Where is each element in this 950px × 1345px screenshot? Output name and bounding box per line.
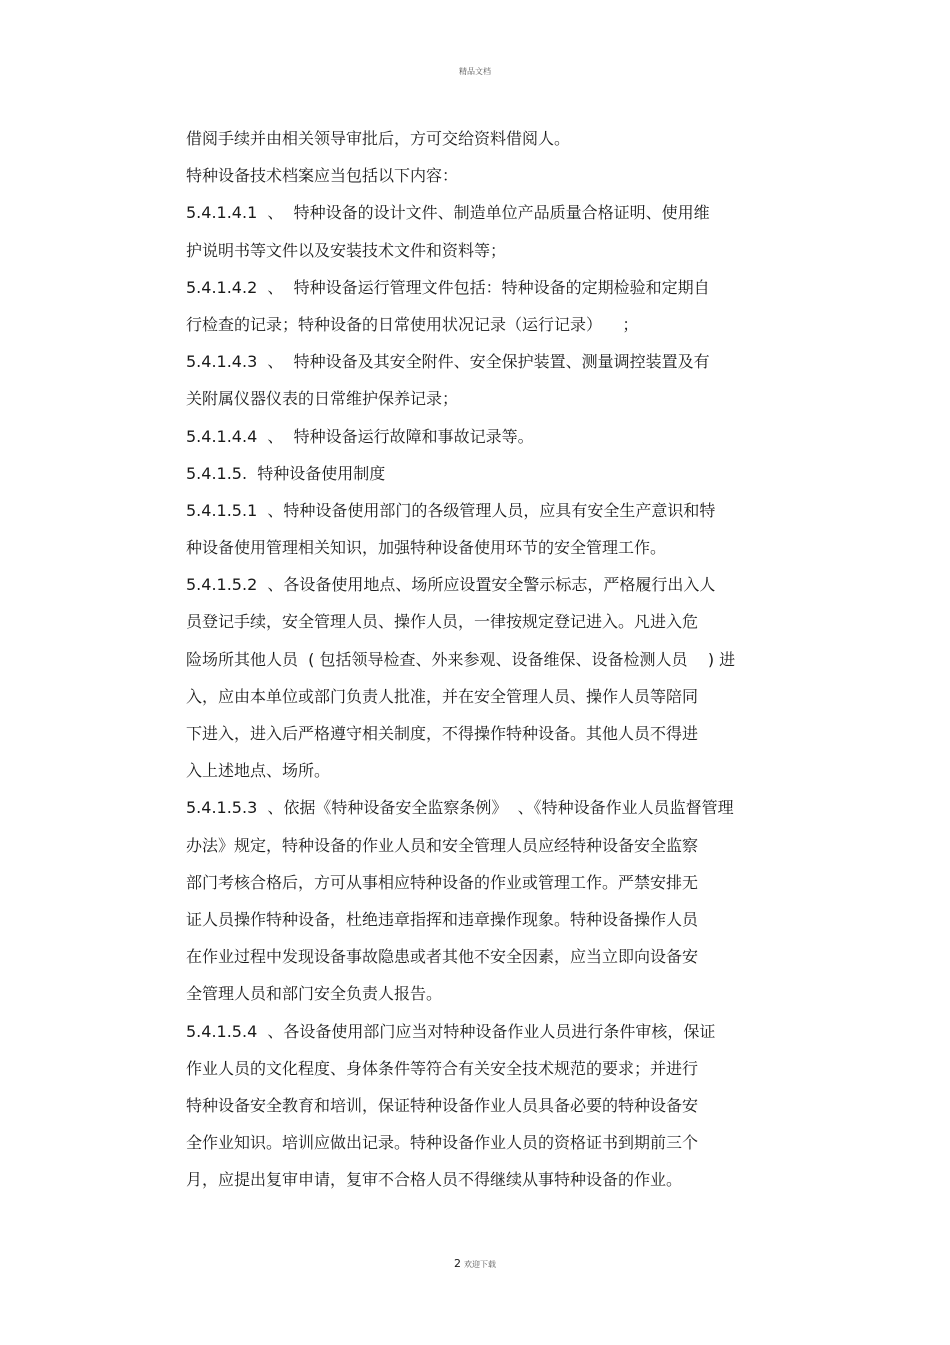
footer-text: 欢迎下载 xyxy=(464,1260,496,1269)
text-line: 月，应提出复审申请，复审不合格人员不得继续从事特种设备的作业。 xyxy=(186,1170,683,1190)
text-line: 全管理人员和部门安全负责人报告。 xyxy=(186,984,443,1004)
text-line: 下进入，进入后严格遵守相关制度，不得操作特种设备。其他人员不得进 xyxy=(186,724,699,743)
text-line: 5.4.1.5.2 、各设备使用地点、场所应设置安全警示标志，严格履行出入人 xyxy=(186,575,716,595)
page-header: 精品文档 xyxy=(459,67,491,76)
text-line: 5.4.1.4.2 、 特种设备运行管理文件包括：特种设备的定期检验和定期自 xyxy=(186,277,710,297)
text-line: 特种设备技术档案应当包括以下内容： xyxy=(186,166,459,186)
page-number: 2 xyxy=(454,1257,461,1270)
text-line: 5.4.1.4.4 、 特种设备运行故障和事故记录等。 xyxy=(186,426,534,446)
text-line: 护说明书等文件以及安装技术文件和资料等； xyxy=(186,240,507,260)
text-line: 5.4.1.5.3 、依据《特种设备安全监察条例》 、《特种设备作业人员监督管理 xyxy=(186,798,734,818)
text-line: 行检查的记录；特种设备的日常使用状况记录（运行记录） ； xyxy=(186,314,639,334)
text-line: 证人员操作特种设备，杜绝违章指挥和违章操作现象。特种设备操作人员 xyxy=(186,909,699,929)
document-body xyxy=(186,120,826,1198)
text-line: 5.4.1.5.1 、特种设备使用部门的各级管理人员，应具有安全生产意识和特 xyxy=(186,500,716,520)
text-line: 入，应由本单位或部门负责人批准，并在安全管理人员、操作人员等陪同 xyxy=(186,686,699,706)
section-heading: 5.4.1.5. 特种设备使用制度 xyxy=(186,463,386,483)
page-footer xyxy=(0,1257,950,1270)
text-line: 关附属仪器仪表的日常维护保养记录； xyxy=(186,389,459,409)
text-line: 5.4.1.4.1 、 特种设备的设计文件、制造单位产品质量合格证明、使用维 xyxy=(186,203,710,223)
text-line: 入上述地点、场所。 xyxy=(186,761,331,781)
text-line: 全作业知识。培训应做出记录。特种设备作业人员的资格证书到期前三个 xyxy=(186,1133,699,1153)
text-line: 员登记手续，安全管理人员、操作人员，一律按规定登记进入。凡进入危 xyxy=(186,612,699,632)
text-line: 险场所其他人员 ( 包括领导检查、外来参观、设备维保、设备检测人员 ) 进 xyxy=(186,649,736,669)
text-line: 种设备使用管理相关知识，加强特种设备使用环节的安全管理工作。 xyxy=(186,538,667,558)
text-line: 5.4.1.4.3 、 特种设备及其安全附件、安全保护装置、测量调控装置及有 xyxy=(186,352,710,372)
text-line: 5.4.1.5.4 、各设备使用部门应当对特种设备作业人员进行条件审核，保证 xyxy=(186,1021,716,1041)
text-line: 办法》规定，特种设备的作业人员和安全管理人员应经特种设备安全监察 xyxy=(186,835,699,855)
text-line: 特种设备安全教育和培训，保证特种设备作业人员具备必要的特种设备安 xyxy=(186,1095,699,1115)
text-line: 在作业过程中发现设备事故隐患或者其他不安全因素，应当立即向设备安 xyxy=(186,947,699,967)
text-line: 借阅手续并由相关领导审批后，方可交给资料借阅人。 xyxy=(186,129,571,148)
text-line: 部门考核合格后，方可从事相应特种设备的作业或管理工作。严禁安排无 xyxy=(186,872,699,892)
text-line: 作业人员的文化程度、身体条件等符合有关安全技术规范的要求；并进行 xyxy=(186,1058,699,1078)
